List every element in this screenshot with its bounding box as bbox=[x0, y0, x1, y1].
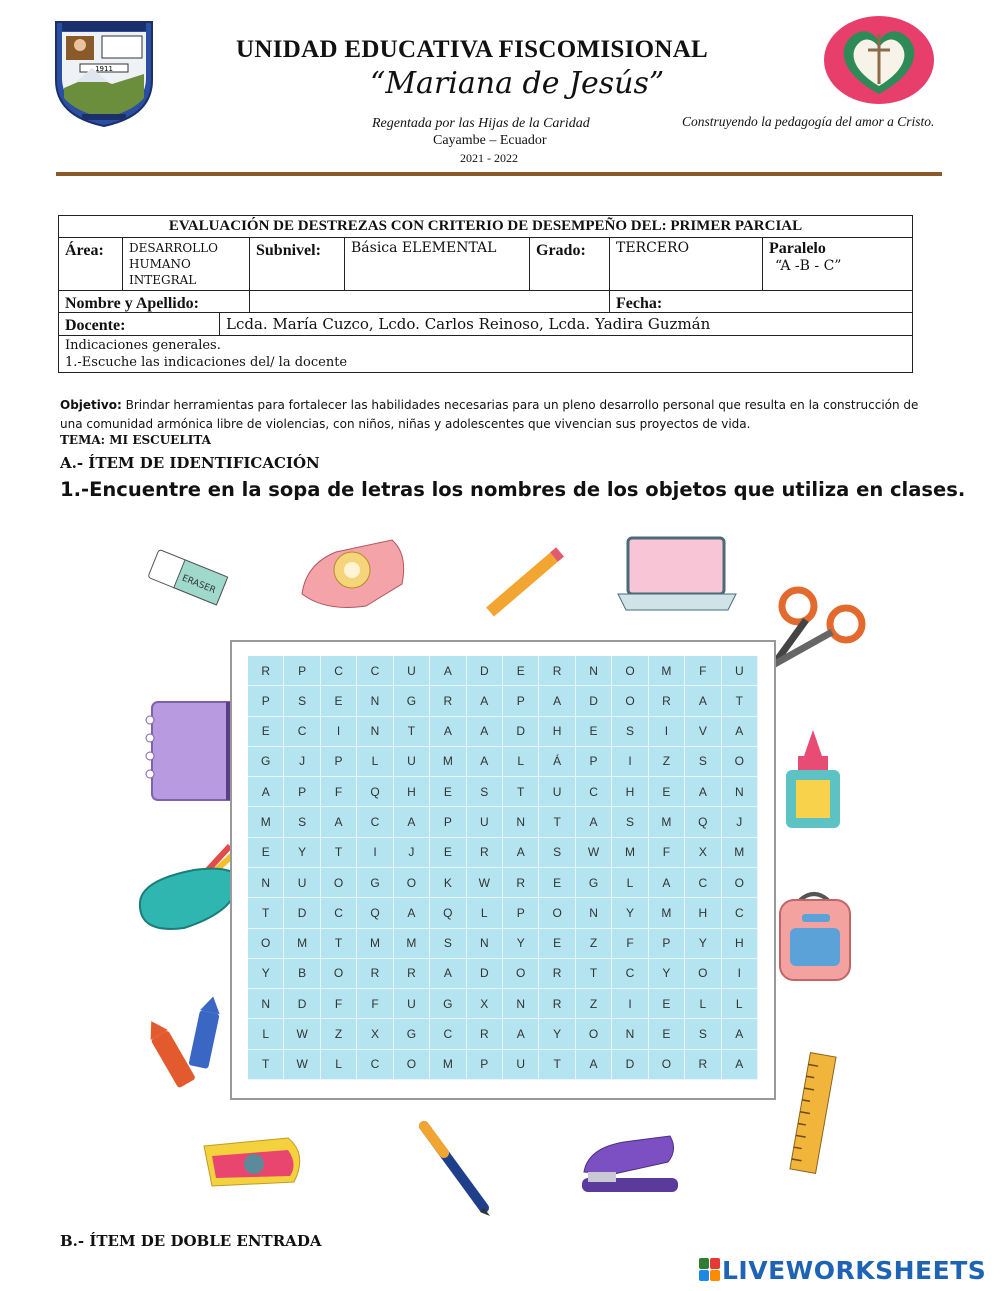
stapler-icon bbox=[574, 1128, 684, 1208]
word-search-grid[interactable] bbox=[248, 656, 758, 1080]
word-search-cell[interactable]: L bbox=[248, 1019, 284, 1049]
word-search-cell[interactable]: T bbox=[321, 929, 357, 959]
word-search-cell[interactable]: T bbox=[248, 898, 284, 928]
word-search-cell[interactable]: S bbox=[685, 1019, 721, 1049]
heart-logo bbox=[822, 14, 936, 106]
brand-logo-block bbox=[710, 1258, 720, 1269]
word-search-cell[interactable]: L bbox=[612, 868, 648, 898]
indicaciones-row bbox=[59, 336, 912, 372]
word-search-cell[interactable]: P bbox=[576, 747, 612, 777]
motto-text: Construyendo la pedagogía del amor a Cristo. bbox=[682, 114, 935, 129]
word-search-cell[interactable]: F bbox=[612, 929, 648, 959]
word-search-cell[interactable]: Y bbox=[539, 1019, 575, 1049]
word-search-cell[interactable]: P bbox=[284, 777, 320, 807]
word-search-cell[interactable]: U bbox=[284, 868, 320, 898]
word-search-cell[interactable]: F bbox=[649, 838, 685, 868]
word-search-cell[interactable]: O bbox=[612, 656, 648, 686]
word-search-cell[interactable]: S bbox=[685, 747, 721, 777]
nombre-label: Nombre y Apellido: bbox=[65, 295, 199, 312]
word-search-cell[interactable]: E bbox=[248, 838, 284, 868]
word-search-cell[interactable]: D bbox=[576, 686, 612, 716]
word-search-cell[interactable]: L bbox=[321, 1050, 357, 1080]
fecha-label: Fecha: bbox=[616, 295, 663, 312]
docente-row bbox=[59, 313, 912, 336]
word-search-cell[interactable]: Y bbox=[284, 838, 320, 868]
word-search-cell[interactable]: N bbox=[503, 989, 539, 1019]
word-search-cell[interactable]: A bbox=[248, 777, 284, 807]
word-search-cell[interactable]: A bbox=[649, 868, 685, 898]
word-search-cell[interactable]: R bbox=[685, 1050, 721, 1080]
word-search-cell[interactable]: C bbox=[612, 959, 648, 989]
word-search-cell[interactable]: S bbox=[467, 777, 503, 807]
word-search-cell[interactable]: N bbox=[357, 686, 393, 716]
word-search-cell[interactable]: Á bbox=[539, 747, 575, 777]
word-search-cell[interactable]: A bbox=[394, 807, 430, 837]
word-search-cell[interactable]: I bbox=[321, 717, 357, 747]
word-search-cell[interactable]: O bbox=[248, 929, 284, 959]
word-search-cell[interactable]: S bbox=[430, 929, 466, 959]
word-search-cell[interactable]: E bbox=[430, 777, 466, 807]
word-search-cell[interactable]: O bbox=[722, 747, 758, 777]
word-search-cell[interactable]: G bbox=[394, 1019, 430, 1049]
word-search-cell[interactable]: Y bbox=[503, 929, 539, 959]
regentada-text: Regentada por las Hijas de la Caridad bbox=[372, 116, 590, 131]
word-search-cell[interactable]: O bbox=[649, 1050, 685, 1080]
word-search-cell[interactable]: A bbox=[430, 717, 466, 747]
objective-text: Brindar herramientas para fortalecer las habilidades necesarias para un pleno desarrollo personal que resulta en la construcción de una comunidad armónica libre de violencias, con niños, niñas y adolescentes que vivencian sus proyectos de vida. bbox=[60, 398, 919, 431]
word-search-cell[interactable]: I bbox=[612, 747, 648, 777]
word-search-cell[interactable]: F bbox=[357, 989, 393, 1019]
word-search-cell[interactable]: M bbox=[612, 838, 648, 868]
nombre-label-cell bbox=[59, 291, 249, 312]
indicaciones-cell bbox=[59, 336, 914, 372]
word-search-cell[interactable]: U bbox=[467, 807, 503, 837]
word-search-cell[interactable]: C bbox=[357, 1050, 393, 1080]
word-search-cell[interactable]: X bbox=[467, 989, 503, 1019]
word-search-cell[interactable]: N bbox=[357, 717, 393, 747]
word-search-cell[interactable]: E bbox=[649, 1019, 685, 1049]
word-search-cell[interactable]: E bbox=[503, 656, 539, 686]
word-search-cell[interactable]: A bbox=[321, 807, 357, 837]
word-search-cell[interactable]: N bbox=[576, 898, 612, 928]
word-search-cell[interactable]: A bbox=[722, 717, 758, 747]
word-search-cell[interactable]: F bbox=[321, 989, 357, 1019]
word-search-cell[interactable]: S bbox=[539, 838, 575, 868]
word-search-cell[interactable]: J bbox=[284, 747, 320, 777]
word-search-cell[interactable]: Y bbox=[649, 959, 685, 989]
objective-label: Objetivo: bbox=[60, 398, 122, 412]
eval-info-row bbox=[59, 238, 912, 291]
word-search-cell[interactable]: A bbox=[539, 686, 575, 716]
word-search-cell[interactable]: G bbox=[248, 747, 284, 777]
school-name: UNIDAD EDUCATIVA FISCOMISIONAL bbox=[236, 36, 709, 63]
word-search-cell[interactable]: I bbox=[722, 959, 758, 989]
word-search-cell[interactable]: O bbox=[394, 868, 430, 898]
header-divider bbox=[56, 172, 942, 176]
word-search-cell[interactable]: E bbox=[649, 989, 685, 1019]
word-search-cell[interactable]: D bbox=[503, 717, 539, 747]
word-search-cell[interactable]: I bbox=[612, 989, 648, 1019]
word-search-cell[interactable]: A bbox=[394, 898, 430, 928]
area-label: Área: bbox=[65, 242, 104, 259]
docente-value: Lcda. María Cuzco, Lcdo. Carlos Reinoso, Lcda. Yadira Guzmán bbox=[226, 315, 711, 333]
word-search-cell[interactable]: W bbox=[576, 838, 612, 868]
grado-label-cell bbox=[529, 238, 609, 290]
word-search-cell[interactable]: R bbox=[430, 686, 466, 716]
paralelo-cell bbox=[762, 238, 914, 290]
word-search-cell[interactable]: U bbox=[722, 656, 758, 686]
word-search-cell[interactable]: E bbox=[430, 838, 466, 868]
word-search-cell[interactable]: P bbox=[284, 656, 320, 686]
word-search-cell[interactable]: R bbox=[467, 838, 503, 868]
word-search-cell[interactable]: R bbox=[503, 868, 539, 898]
word-search-cell[interactable]: U bbox=[394, 989, 430, 1019]
word-search-cell[interactable]: D bbox=[284, 898, 320, 928]
word-search-cell[interactable]: R bbox=[539, 959, 575, 989]
word-search-cell[interactable]: D bbox=[612, 1050, 648, 1080]
word-search-cell[interactable]: A bbox=[685, 686, 721, 716]
area-value-line: DESARROLLO bbox=[129, 241, 218, 255]
word-search-cell[interactable]: Y bbox=[248, 959, 284, 989]
word-search-cell[interactable]: O bbox=[394, 1050, 430, 1080]
word-search-cell[interactable]: E bbox=[576, 717, 612, 747]
word-search-cell[interactable]: S bbox=[284, 807, 320, 837]
word-search-cell[interactable]: A bbox=[685, 777, 721, 807]
word-search-cell[interactable]: D bbox=[467, 959, 503, 989]
word-search-cell[interactable]: E bbox=[248, 717, 284, 747]
pen-icon bbox=[414, 1118, 496, 1218]
word-search-cell[interactable]: T bbox=[321, 838, 357, 868]
word-search-cell[interactable]: P bbox=[321, 747, 357, 777]
evaluation-table bbox=[58, 215, 913, 373]
word-search-cell[interactable]: A bbox=[722, 1019, 758, 1049]
word-search-cell[interactable]: E bbox=[539, 868, 575, 898]
word-search-cell[interactable]: T bbox=[248, 1050, 284, 1080]
fecha-cell bbox=[609, 291, 914, 312]
word-search-cell[interactable]: Z bbox=[649, 747, 685, 777]
school-subname: “Mariana de Jesús” bbox=[370, 66, 665, 101]
paralelo-value: “A -B - C” bbox=[775, 258, 842, 274]
word-search-cell[interactable]: O bbox=[503, 959, 539, 989]
eraser-icon bbox=[142, 544, 232, 614]
word-search-cell[interactable]: L bbox=[503, 747, 539, 777]
school-year: 2021 - 2022 bbox=[460, 151, 518, 165]
word-search-cell[interactable]: J bbox=[722, 807, 758, 837]
word-search-cell[interactable]: B bbox=[284, 959, 320, 989]
word-search-cell[interactable]: O bbox=[612, 686, 648, 716]
word-search-cell[interactable]: Z bbox=[321, 1019, 357, 1049]
subnivel-label-cell bbox=[249, 238, 344, 290]
word-search-cell[interactable]: G bbox=[576, 868, 612, 898]
word-search-cell[interactable]: Q bbox=[430, 898, 466, 928]
word-search-cell[interactable]: H bbox=[394, 777, 430, 807]
word-search-cell[interactable]: M bbox=[284, 929, 320, 959]
word-search-cell[interactable]: O bbox=[321, 868, 357, 898]
word-search-cell[interactable]: R bbox=[394, 959, 430, 989]
pencil-case-icon bbox=[134, 842, 244, 938]
word-search-cell[interactable]: N bbox=[467, 929, 503, 959]
word-search-cell[interactable]: N bbox=[722, 777, 758, 807]
word-search-cell[interactable]: C bbox=[284, 717, 320, 747]
word-search-cell[interactable]: Q bbox=[357, 898, 393, 928]
word-search-cell[interactable]: A bbox=[503, 838, 539, 868]
word-search-cell[interactable]: W bbox=[284, 1019, 320, 1049]
word-search-cell[interactable]: O bbox=[685, 959, 721, 989]
word-search-cell[interactable]: A bbox=[467, 747, 503, 777]
word-search-cell[interactable]: H bbox=[685, 898, 721, 928]
word-search-cell[interactable]: N bbox=[248, 989, 284, 1019]
word-search-cell[interactable]: C bbox=[357, 656, 393, 686]
word-search-cell[interactable]: X bbox=[685, 838, 721, 868]
word-search-cell[interactable]: L bbox=[467, 898, 503, 928]
word-search-cell[interactable]: O bbox=[576, 1019, 612, 1049]
section-b-heading: B.- ÍTEM DE DOBLE ENTRADA bbox=[60, 1232, 322, 1250]
city-text: Cayambe – Ecuador bbox=[433, 133, 547, 148]
word-search-cell[interactable]: A bbox=[467, 686, 503, 716]
word-search-cell[interactable]: W bbox=[467, 868, 503, 898]
paralelo-label: Paralelo bbox=[769, 240, 826, 257]
word-search-cell[interactable]: F bbox=[685, 656, 721, 686]
word-search-cell[interactable]: N bbox=[576, 656, 612, 686]
word-search-cell[interactable]: A bbox=[467, 717, 503, 747]
word-search-cell[interactable]: Y bbox=[685, 929, 721, 959]
eval-title-row bbox=[59, 216, 912, 238]
pencil-icon bbox=[476, 544, 568, 624]
word-search-cell[interactable]: E bbox=[649, 777, 685, 807]
brand-logo-block bbox=[699, 1258, 709, 1269]
word-search-cell[interactable]: O bbox=[321, 959, 357, 989]
word-search-cell[interactable]: T bbox=[503, 777, 539, 807]
word-search-cell[interactable]: H bbox=[722, 929, 758, 959]
area-value-line: HUMANO bbox=[129, 257, 191, 271]
word-search-cell[interactable]: G bbox=[357, 868, 393, 898]
area-label-cell bbox=[59, 238, 122, 290]
word-search-cell[interactable]: A bbox=[576, 1050, 612, 1080]
grado-value: TERCERO bbox=[616, 240, 690, 256]
word-search-cell[interactable]: P bbox=[430, 807, 466, 837]
word-search-cell[interactable]: M bbox=[394, 929, 430, 959]
word-search-cell[interactable]: T bbox=[539, 1050, 575, 1080]
docente-value-cell bbox=[219, 313, 914, 335]
topic-heading: TEMA: MI ESCUELITA bbox=[60, 433, 211, 447]
grado-value-cell bbox=[609, 238, 762, 290]
word-search-cell[interactable]: Z bbox=[576, 929, 612, 959]
word-search-cell[interactable]: R bbox=[649, 686, 685, 716]
word-search-cell[interactable]: A bbox=[576, 807, 612, 837]
word-search-cell[interactable]: U bbox=[394, 747, 430, 777]
word-search-cell[interactable]: P bbox=[503, 898, 539, 928]
area-value-cell bbox=[122, 238, 249, 290]
word-search-cell[interactable]: E bbox=[321, 686, 357, 716]
word-search-cell[interactable]: C bbox=[722, 898, 758, 928]
word-search-cell[interactable]: N bbox=[612, 1019, 648, 1049]
word-search-cell[interactable]: E bbox=[539, 929, 575, 959]
word-search-cell[interactable]: A bbox=[430, 959, 466, 989]
word-search-cell[interactable]: C bbox=[576, 777, 612, 807]
word-search-cell[interactable]: T bbox=[539, 807, 575, 837]
word-search-cell[interactable]: U bbox=[394, 656, 430, 686]
word-search-cell[interactable]: G bbox=[394, 686, 430, 716]
word-search-cell[interactable]: C bbox=[321, 656, 357, 686]
word-search-cell[interactable]: R bbox=[248, 656, 284, 686]
word-search-cell[interactable]: O bbox=[539, 898, 575, 928]
subnivel-value: Básica ELEMENTAL bbox=[351, 240, 497, 256]
word-search-cell[interactable]: A bbox=[503, 1019, 539, 1049]
liveworksheets-brand bbox=[698, 1255, 986, 1285]
word-search-cell[interactable]: M bbox=[430, 1050, 466, 1080]
word-search-cell[interactable]: L bbox=[722, 989, 758, 1019]
grado-label: Grado: bbox=[536, 242, 586, 259]
svg-text:1911: 1911 bbox=[95, 65, 113, 73]
word-search-cell[interactable]: N bbox=[503, 807, 539, 837]
nombre-field[interactable] bbox=[249, 291, 609, 312]
section-a-heading: A.- ÍTEM DE IDENTIFICACIÓN bbox=[60, 454, 320, 472]
word-search-cell[interactable]: M bbox=[649, 807, 685, 837]
word-search-cell[interactable]: H bbox=[612, 777, 648, 807]
word-search-cell[interactable]: Y bbox=[612, 898, 648, 928]
svg-text:ERASER: ERASER bbox=[180, 573, 217, 597]
word-search-cell[interactable]: W bbox=[284, 1050, 320, 1080]
word-search-cell[interactable]: P bbox=[248, 686, 284, 716]
word-search-cell[interactable]: L bbox=[685, 989, 721, 1019]
word-search-cell[interactable]: H bbox=[539, 717, 575, 747]
eval-title: EVALUACIÓN DE DESTREZAS CON CRITERIO DE DESEMPEÑO DEL: PRIMER PARCIAL bbox=[168, 218, 803, 234]
word-search-cell[interactable]: M bbox=[430, 747, 466, 777]
word-search-cell[interactable]: Q bbox=[357, 777, 393, 807]
word-search-cell[interactable]: A bbox=[430, 656, 466, 686]
indicaciones-title: Indicaciones generales. bbox=[65, 338, 221, 353]
word-search-cell[interactable]: M bbox=[722, 838, 758, 868]
word-search-cell[interactable]: D bbox=[467, 656, 503, 686]
crayons-icon bbox=[148, 990, 232, 1096]
word-search-cell[interactable]: M bbox=[649, 898, 685, 928]
word-search-cell[interactable]: R bbox=[539, 989, 575, 1019]
brand-name: LIVEWORKSHEETS bbox=[722, 1255, 987, 1285]
word-search-cell[interactable]: F bbox=[321, 777, 357, 807]
word-search-cell[interactable]: U bbox=[503, 1050, 539, 1080]
word-search-cell[interactable]: C bbox=[430, 1019, 466, 1049]
ruler-icon bbox=[788, 1050, 838, 1176]
word-search-cell[interactable]: V bbox=[685, 717, 721, 747]
word-search-cell[interactable]: D bbox=[284, 989, 320, 1019]
word-search-cell[interactable]: X bbox=[357, 1019, 393, 1049]
brand-logo-block bbox=[710, 1270, 720, 1281]
liveworksheets-logo-icon bbox=[698, 1257, 722, 1283]
objective-paragraph bbox=[60, 396, 940, 434]
word-search-cell[interactable]: I bbox=[357, 838, 393, 868]
indicaciones-item: 1.-Escuche las indicaciones del/ la docente bbox=[65, 355, 348, 370]
word-search-cell[interactable]: S bbox=[284, 686, 320, 716]
word-search-cell[interactable]: G bbox=[430, 989, 466, 1019]
brand-logo-block bbox=[699, 1270, 709, 1281]
word-search-cell[interactable]: P bbox=[503, 686, 539, 716]
glue-bottle-icon bbox=[782, 728, 844, 832]
word-search-cell[interactable]: N bbox=[248, 868, 284, 898]
word-search-cell[interactable]: M bbox=[248, 807, 284, 837]
word-search-cell[interactable]: R bbox=[467, 1019, 503, 1049]
word-search-cell[interactable]: Q bbox=[685, 807, 721, 837]
word-search-cell[interactable]: K bbox=[430, 868, 466, 898]
word-search-cell[interactable]: S bbox=[612, 807, 648, 837]
word-search-cell[interactable]: L bbox=[357, 747, 393, 777]
docente-label: Docente: bbox=[65, 317, 126, 334]
word-search-cell[interactable]: R bbox=[357, 959, 393, 989]
laptop-icon bbox=[614, 534, 740, 614]
nombre-row bbox=[59, 291, 912, 313]
area-value-line: INTEGRAL bbox=[129, 273, 197, 287]
school-crest-logo bbox=[52, 18, 156, 128]
word-search-cell[interactable]: C bbox=[321, 898, 357, 928]
subnivel-value-cell bbox=[344, 238, 529, 290]
word-search-cell[interactable]: M bbox=[649, 656, 685, 686]
word-search-cell[interactable]: T bbox=[576, 959, 612, 989]
word-search-cell[interactable]: J bbox=[394, 838, 430, 868]
pencil-sharpener-icon bbox=[198, 1128, 314, 1192]
backpack-icon bbox=[762, 888, 866, 988]
subnivel-label: Subnivel: bbox=[256, 242, 321, 259]
word-search-cell[interactable]: P bbox=[649, 929, 685, 959]
word-search-cell[interactable]: Z bbox=[576, 989, 612, 1019]
docente-label-cell bbox=[59, 313, 219, 335]
word-search-cell[interactable]: R bbox=[539, 656, 575, 686]
word-search-cell[interactable]: M bbox=[357, 929, 393, 959]
tape-dispenser-icon bbox=[296, 524, 412, 612]
word-search-cell[interactable]: C bbox=[357, 807, 393, 837]
word-search-cell[interactable]: P bbox=[467, 1050, 503, 1080]
question-1: 1.-Encuentre en la sopa de letras los nombres de los objetos que utiliza en clases. bbox=[60, 478, 966, 501]
word-search-cell[interactable]: C bbox=[685, 868, 721, 898]
word-search-cell[interactable]: A bbox=[722, 1050, 758, 1080]
word-search-cell[interactable]: T bbox=[722, 686, 758, 716]
word-search-cell[interactable]: O bbox=[722, 868, 758, 898]
word-search-cell[interactable]: I bbox=[649, 717, 685, 747]
word-search-cell[interactable]: U bbox=[539, 777, 575, 807]
word-search-cell[interactable]: T bbox=[394, 717, 430, 747]
word-search-cell[interactable]: S bbox=[612, 717, 648, 747]
